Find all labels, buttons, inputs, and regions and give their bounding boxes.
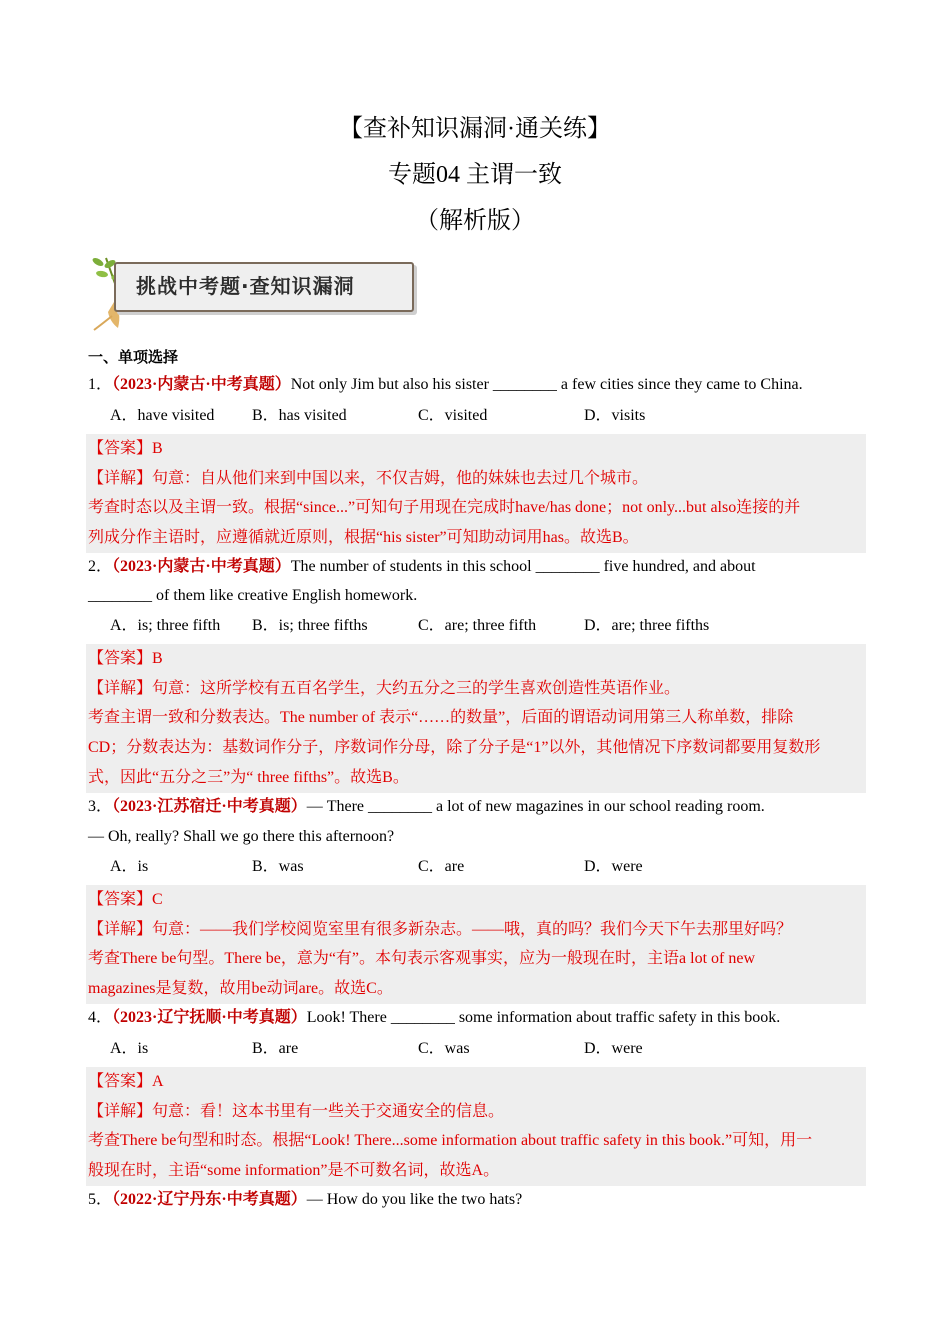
question-3-stem bbox=[88, 796, 765, 818]
detail-tag: 【详解】 bbox=[88, 920, 153, 938]
question-number: 1． bbox=[88, 376, 113, 393]
option-d: D．were bbox=[584, 1040, 643, 1057]
question-source: （2022·辽宁丹东·中考真题） bbox=[112, 1191, 307, 1208]
option-a: A．is bbox=[110, 858, 149, 875]
answer-tag: 【答案】 bbox=[88, 891, 153, 908]
detail-line: CD；分数表达为：基数词作分子，序数词作分母，除了分子是“1”以外，其他情况下序数词都要用复数形 bbox=[88, 739, 821, 757]
detail-line: 列成分作主语时，应遵循就近原则，根据“his sister”可知助动词用has。故选B。 bbox=[88, 529, 639, 547]
option-d: D．are; three fifths bbox=[584, 617, 710, 634]
answer-block-2 bbox=[86, 644, 866, 793]
option-a: A．is; three fifth bbox=[110, 617, 221, 634]
option-a: A．have visited bbox=[110, 407, 215, 424]
answer-block-1 bbox=[86, 434, 866, 553]
option-d: D．were bbox=[584, 858, 643, 875]
doc-title-line-1: 【查补知识漏洞·通关练】 bbox=[339, 116, 611, 142]
answer-block-3 bbox=[86, 885, 866, 1004]
doc-title-line-2: 专题04 主谓一致 bbox=[388, 162, 562, 188]
question-number: 2． bbox=[88, 558, 113, 575]
answer-tag: 【答案】 bbox=[88, 650, 153, 667]
option-b: B．are bbox=[252, 1040, 299, 1057]
question-source: （2023·辽宁抚顺·中考真题） bbox=[112, 1009, 307, 1026]
question-text: — There ________ a lot of new magazines in our school reading room. bbox=[306, 798, 765, 815]
detail-line: 句意：——我们学校阅览室里有很多新杂志。——哦，真的吗？我们今天下午去那里好吗？ bbox=[152, 920, 793, 938]
question-number: 5． bbox=[88, 1191, 113, 1208]
detail-line: 考查There be句型。There be，意为“有”。本句表示客观事实，应为一般现在时，主语a lot of new bbox=[88, 950, 755, 968]
question-5-stem bbox=[88, 1189, 522, 1211]
question-4-stem bbox=[88, 1007, 780, 1029]
detail-line: magazines是复数，故用be动词are。故选C。 bbox=[88, 980, 393, 998]
question-text: — How do you like the two hats? bbox=[306, 1191, 523, 1208]
detail-line: 考查主谓一致和分数表达。The number of 表示“……的数量”，后面的谓语动词用第三人称单数，排除 bbox=[88, 709, 794, 727]
question-2-stem-cont: ________ of them like creative English homework. bbox=[88, 587, 418, 604]
detail-line: 般现在时，主语“some information”是不可数名词，故选A。 bbox=[88, 1162, 500, 1180]
detail-line: 考查There be句型和时态。根据“Look! There...some information about traffic safety in this book.”可知，用一 bbox=[88, 1132, 813, 1150]
option-b: B．was bbox=[252, 858, 304, 875]
doc-title-line-3: （解析版） bbox=[415, 208, 535, 234]
answer-value: A bbox=[152, 1073, 164, 1090]
section-banner bbox=[88, 252, 418, 334]
answer-tag: 【答案】 bbox=[88, 1073, 153, 1090]
answer-block-4 bbox=[86, 1067, 866, 1186]
answer-tag: 【答案】 bbox=[88, 440, 153, 457]
option-c: C．visited bbox=[418, 407, 488, 424]
detail-tag: 【详解】 bbox=[88, 679, 153, 697]
answer-value: B bbox=[152, 650, 163, 667]
question-3-stem-cont: — Oh, really? Shall we go there this afternoon? bbox=[88, 828, 395, 845]
detail-line: 句意：自从他们来到中国以来，不仅吉姆，他的妹妹也去过几个城市。 bbox=[152, 469, 649, 487]
option-c: C．was bbox=[418, 1040, 470, 1057]
answer-value: B bbox=[152, 440, 163, 457]
answer-value: C bbox=[152, 891, 163, 908]
option-a: A．is bbox=[110, 1040, 149, 1057]
question-source: （2023·内蒙古·中考真题） bbox=[112, 558, 291, 575]
detail-tag: 【详解】 bbox=[88, 469, 153, 487]
question-number: 3． bbox=[88, 798, 113, 815]
option-c: C．are bbox=[418, 858, 465, 875]
option-c: C．are; three fifth bbox=[418, 617, 537, 634]
detail-line: 式，因此“五分之三”为“ three fifths”。故选B。 bbox=[88, 768, 409, 786]
question-2-stem bbox=[88, 556, 756, 578]
question-text: Not only Jim but also his sister ________ a few cities since they came to China. bbox=[290, 376, 803, 393]
section-title: 一、单项选择 bbox=[88, 348, 179, 366]
detail-tag: 【详解】 bbox=[88, 1102, 153, 1120]
option-b: B．is; three fifths bbox=[252, 617, 368, 634]
detail-line: 句意：这所学校有五百名学生，大约五分之三的学生喜欢创造性英语作业。 bbox=[152, 679, 681, 697]
detail-line: 句意：看！这本书里有一些关于交通安全的信息。 bbox=[152, 1102, 505, 1120]
option-b: B．has visited bbox=[252, 407, 347, 424]
question-source: （2023·江苏宿迁·中考真题） bbox=[112, 798, 307, 815]
question-source: （2023·内蒙古·中考真题） bbox=[112, 376, 291, 393]
question-1-stem bbox=[88, 374, 803, 396]
detail-line: 考查时态以及主谓一致。根据“since...”可知句子用现在完成时have/has done；not only...but also连接的并 bbox=[88, 499, 801, 517]
question-number: 4． bbox=[88, 1009, 113, 1026]
question-text: Look! There ________ some information about traffic safety in this book. bbox=[306, 1009, 781, 1026]
option-d: D．visits bbox=[584, 407, 646, 424]
question-text: The number of students in this school ________ five hundred, and about bbox=[290, 558, 756, 575]
banner-text: 挑战中考题·查知识漏洞 bbox=[136, 274, 355, 298]
